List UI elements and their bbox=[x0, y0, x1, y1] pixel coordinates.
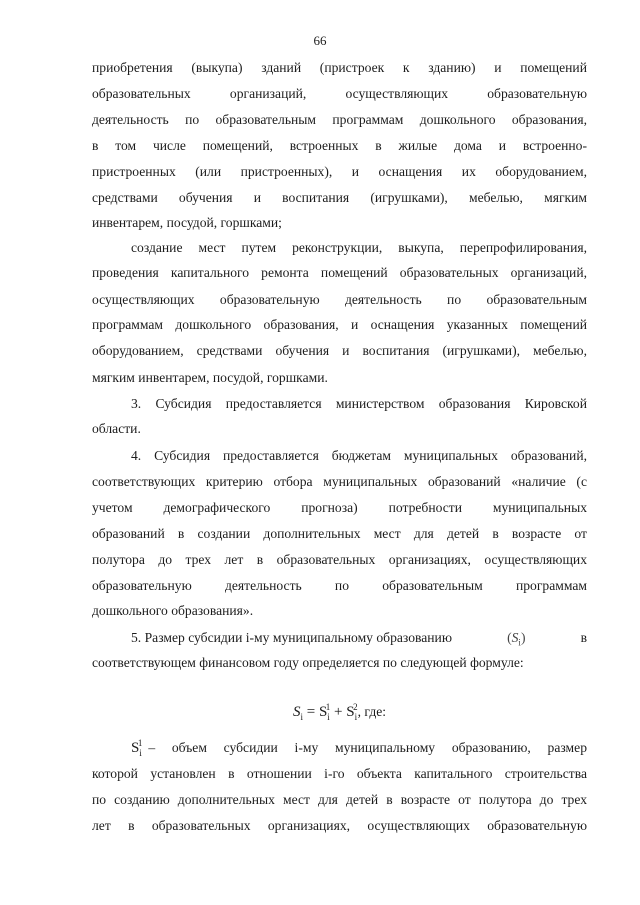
text-line: образовательных организаций, осуществляющих образовательную bbox=[92, 86, 587, 101]
text-fragment: – объем субсидии i-му муниципальному образованию, размер bbox=[148, 740, 587, 755]
text-line: учетом демографического прогноза) потребности муниципальных bbox=[92, 500, 587, 515]
text-line: образований в создании дополнительных мест для детей в возрасте от bbox=[92, 526, 587, 541]
subscript: i bbox=[518, 637, 521, 648]
plus-sign: + bbox=[330, 704, 347, 720]
text-line: программам дошкольного образования, и оснащения указанных помещений bbox=[92, 317, 587, 332]
text-line: области. bbox=[92, 421, 141, 436]
text-line: мягким инвентарем, посудой, горшками. bbox=[92, 370, 328, 385]
superscript: 1 bbox=[137, 738, 143, 748]
subscript: i bbox=[139, 748, 142, 758]
formula bbox=[92, 693, 587, 721]
symbol-s: S bbox=[511, 630, 519, 645]
symbol-s: S bbox=[318, 704, 328, 720]
text-fragment: 5. Размер субсидии i-му муниципальному образованию bbox=[131, 630, 452, 645]
page-number: 66 bbox=[313, 33, 327, 48]
text-line: в том числе помещений, встроенных в жилые дома и встроенно- bbox=[92, 138, 587, 153]
text-line: соответствующем финансовом году определяется по следующей формуле: bbox=[92, 655, 524, 670]
superscript: 1 bbox=[325, 702, 331, 712]
text-line: средствами обучения и воспитания (игрушками), мебелью, мягким bbox=[92, 190, 587, 205]
text-line: пристроенных (или пристроенных), и оснащения их оборудованием, bbox=[92, 164, 587, 179]
equals-sign: = bbox=[302, 704, 319, 720]
paragraph-first-line bbox=[131, 626, 587, 650]
text-line: осуществляющих образовательную деятельность по образовательным bbox=[92, 292, 587, 307]
paragraph-first-line bbox=[131, 736, 587, 760]
text-line: дошкольного образования». bbox=[92, 603, 254, 618]
text-line: проведения капитального ремонта помещений образовательных организаций, bbox=[92, 265, 587, 280]
subscript: i bbox=[327, 712, 330, 722]
definition-term bbox=[131, 731, 142, 765]
paren: ) bbox=[520, 630, 526, 645]
subscript: i bbox=[354, 712, 358, 722]
text-fragment: в bbox=[580, 630, 587, 645]
superscript: 2 bbox=[353, 702, 358, 712]
paragraph-first-line: 3. Субсидия предоставляется министерством образования Кировской bbox=[131, 396, 587, 411]
symbol-s: S bbox=[292, 704, 301, 720]
inline-term bbox=[507, 626, 525, 650]
text-line: лет в образовательных организациях, осуществляющих образовательную bbox=[92, 818, 587, 833]
text-line: которой установлен в отношении i-го объекта капитального строительства bbox=[92, 766, 587, 781]
paragraph-first-line: 4. Субсидия предоставляется бюджетам муниципальных образований, bbox=[131, 448, 587, 463]
symbol-s: S bbox=[346, 704, 355, 720]
text-line: образовательную деятельность по образовательным программам bbox=[92, 578, 587, 593]
text-line: по созданию дополнительных мест для детей в возрасте от полутора до трех bbox=[92, 792, 587, 807]
paragraph-first-line: создание мест путем реконструкции, выкупа, перепрофилирования, bbox=[131, 240, 587, 255]
paren: ( bbox=[507, 630, 512, 645]
text-line: полутора до трех лет в образовательных организациях, осуществляющих bbox=[92, 552, 587, 567]
text-line: деятельность по образовательным программам дошкольного образования, bbox=[92, 112, 587, 127]
symbol-s: S bbox=[131, 740, 140, 756]
text-line: инвентарем, посудой, горшками; bbox=[92, 215, 282, 230]
text-line: соответствующих критерию отбора муниципальных образований «наличие (с bbox=[92, 474, 587, 489]
text-line: оборудованием, средствами обучения и воспитания (игрушками), мебелью, bbox=[92, 343, 587, 358]
subscript: i bbox=[300, 712, 303, 722]
text-line: приобретения (выкупа) зданий (пристроек к зданию) и помещений bbox=[92, 60, 587, 75]
formula-tail: , где: bbox=[357, 704, 387, 719]
